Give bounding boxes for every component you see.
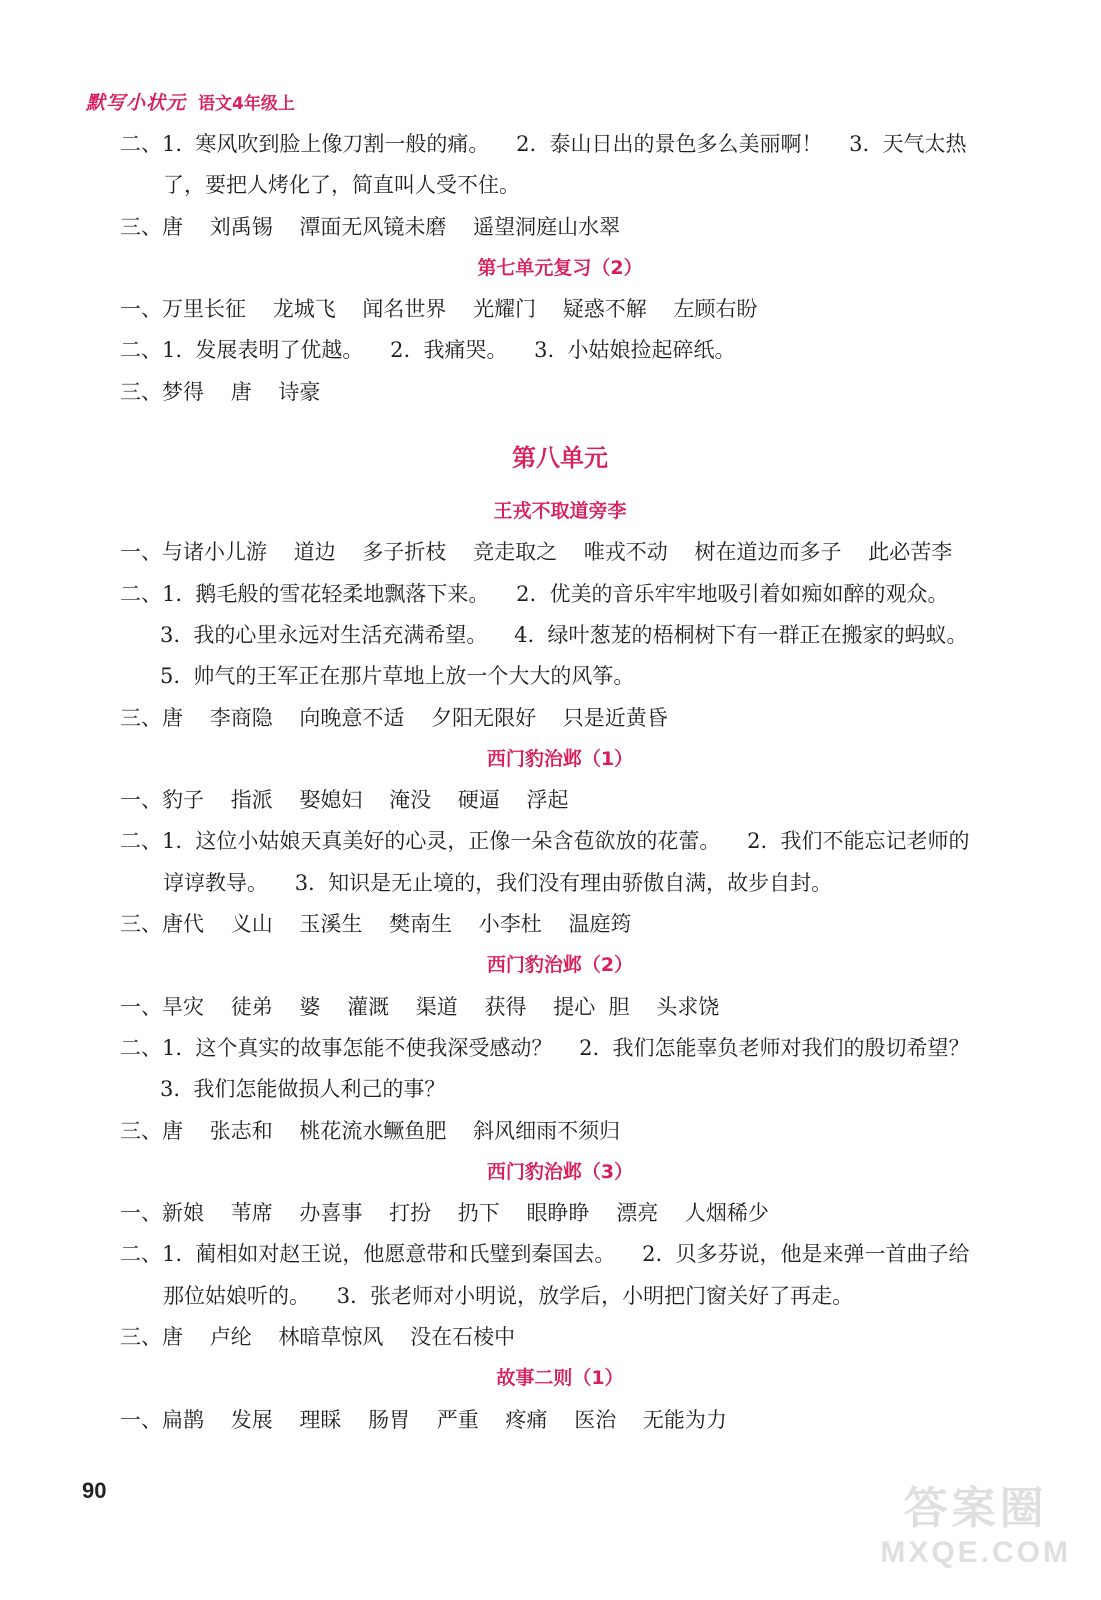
answer-line: 二、1. 寒风吹到脸上像刀割一般的痛。 2. 泰山日出的景色多么美丽啊！ 3. 天气太热: [120, 132, 967, 156]
section-title: 故事二则（1）: [496, 1367, 624, 1390]
answer-line: 二、1. 蔺相如对赵王说，他愿意带和氏璧到秦国去。 2. 贝多芬说，他是来弹一首曲子给: [120, 1242, 970, 1267]
section-title: 西门豹治邺（1）: [486, 747, 634, 770]
answer-line: 5. 帅气的王军正在那片草地上放一个大大的风筝。: [160, 664, 635, 689]
page-number: 90: [82, 1478, 107, 1503]
section-title: 西门豹治邺（3）: [486, 1160, 634, 1183]
answer-line: 二、1. 这位小姑娘天真美好的心灵，正像一朵含苞欲放的花蕾。 2. 我们不能忘记老师的: [120, 829, 970, 854]
answer-line: 三、唐代 义山 玉溪生 樊南生 小李杜 温庭筠: [120, 912, 632, 937]
answer-line: 三、唐 李商隐 向晚意不适 夕阳无限好 只是近黄昏: [120, 705, 668, 730]
page-header: [86, 88, 295, 115]
brand-title: 默写小状元: [86, 92, 187, 114]
answer-line: 谆谆教导。 3. 知识是无止境的，我们没有理由骄傲自满，故步自封。: [163, 870, 833, 895]
unit-title: 第八单元: [512, 444, 608, 473]
answer-line: 一、新娘 苇席 办喜事 打扮 扔下 眼睁睁 漂亮 人烟稀少: [120, 1201, 769, 1226]
watermark-url: MXQE.COM: [880, 1536, 1071, 1569]
answer-line: 三、梦得 唐 诗豪: [120, 379, 321, 404]
answer-line: 三、唐 张志和 桃花流水鳜鱼肥 斜风细雨不须归: [120, 1118, 621, 1143]
answer-content: [120, 124, 1000, 1441]
answer-line: 一、旱灾 徒弟 婆 灌溉 渠道 获得 提心 胆 头求饶: [120, 994, 720, 1019]
answer-line: 二、1. 发展表明了优越。 2. 我痛哭。 3. 小姑娘捡起碎纸。: [120, 338, 736, 363]
answer-line: 三、唐 刘禹锡 潭面无风镜未磨 遥望洞庭山水翠: [120, 214, 621, 239]
answer-line: 3. 我的心里永远对生活充满希望。 4. 绿叶葱茏的梧桐树下有一群正在搬家的蚂蚁。: [160, 622, 968, 647]
section-title: 王戎不取道旁李: [493, 500, 627, 523]
subject-label: 语文4年级上: [198, 94, 295, 114]
answer-line: 一、万里长征 龙城飞 闻名世界 光耀门 疑惑不解 左顾右盼: [120, 297, 758, 322]
section-title: 第七单元复习（2）: [477, 256, 643, 279]
answer-line: 一、扁鹊 发展 理睬 肠胃 严重 疼痛 医治 无能为力: [120, 1407, 727, 1432]
answer-line: 那位姑娘听的。 3. 张老师对小明说，放学后，小明把门窗关好了再走。: [163, 1283, 854, 1308]
answer-line: 三、唐 卢纶 林暗草惊风 没在石棱中: [120, 1325, 516, 1350]
answer-line: 3. 我们怎能做损人利己的事？: [160, 1077, 446, 1102]
answer-line: 了，要把人烤化了，简直叫人受不住。: [163, 173, 520, 198]
section-title: 西门豹治邺（2）: [486, 954, 634, 977]
watermark-text: 答案圈: [903, 1484, 1048, 1533]
watermark: [880, 1472, 1071, 1570]
answer-line: 二、1. 鹅毛般的雪花轻柔地飘落下来。 2. 优美的音乐牢牢地吸引着如痴如醉的观众。: [120, 581, 949, 606]
answer-line: 二、1. 这个真实的故事怎能不使我深受感动？ 2. 我们怎能辜负老师对我们的殷切希望？: [120, 1035, 970, 1060]
answer-line: 一、豹子 指派 娶媳妇 淹没 硬逼 浮起: [120, 788, 569, 813]
answer-line: 一、与诸小儿游 道边 多子折枝 竞走取之 唯戎不动 树在道边而多子 此必苦李: [120, 540, 953, 565]
